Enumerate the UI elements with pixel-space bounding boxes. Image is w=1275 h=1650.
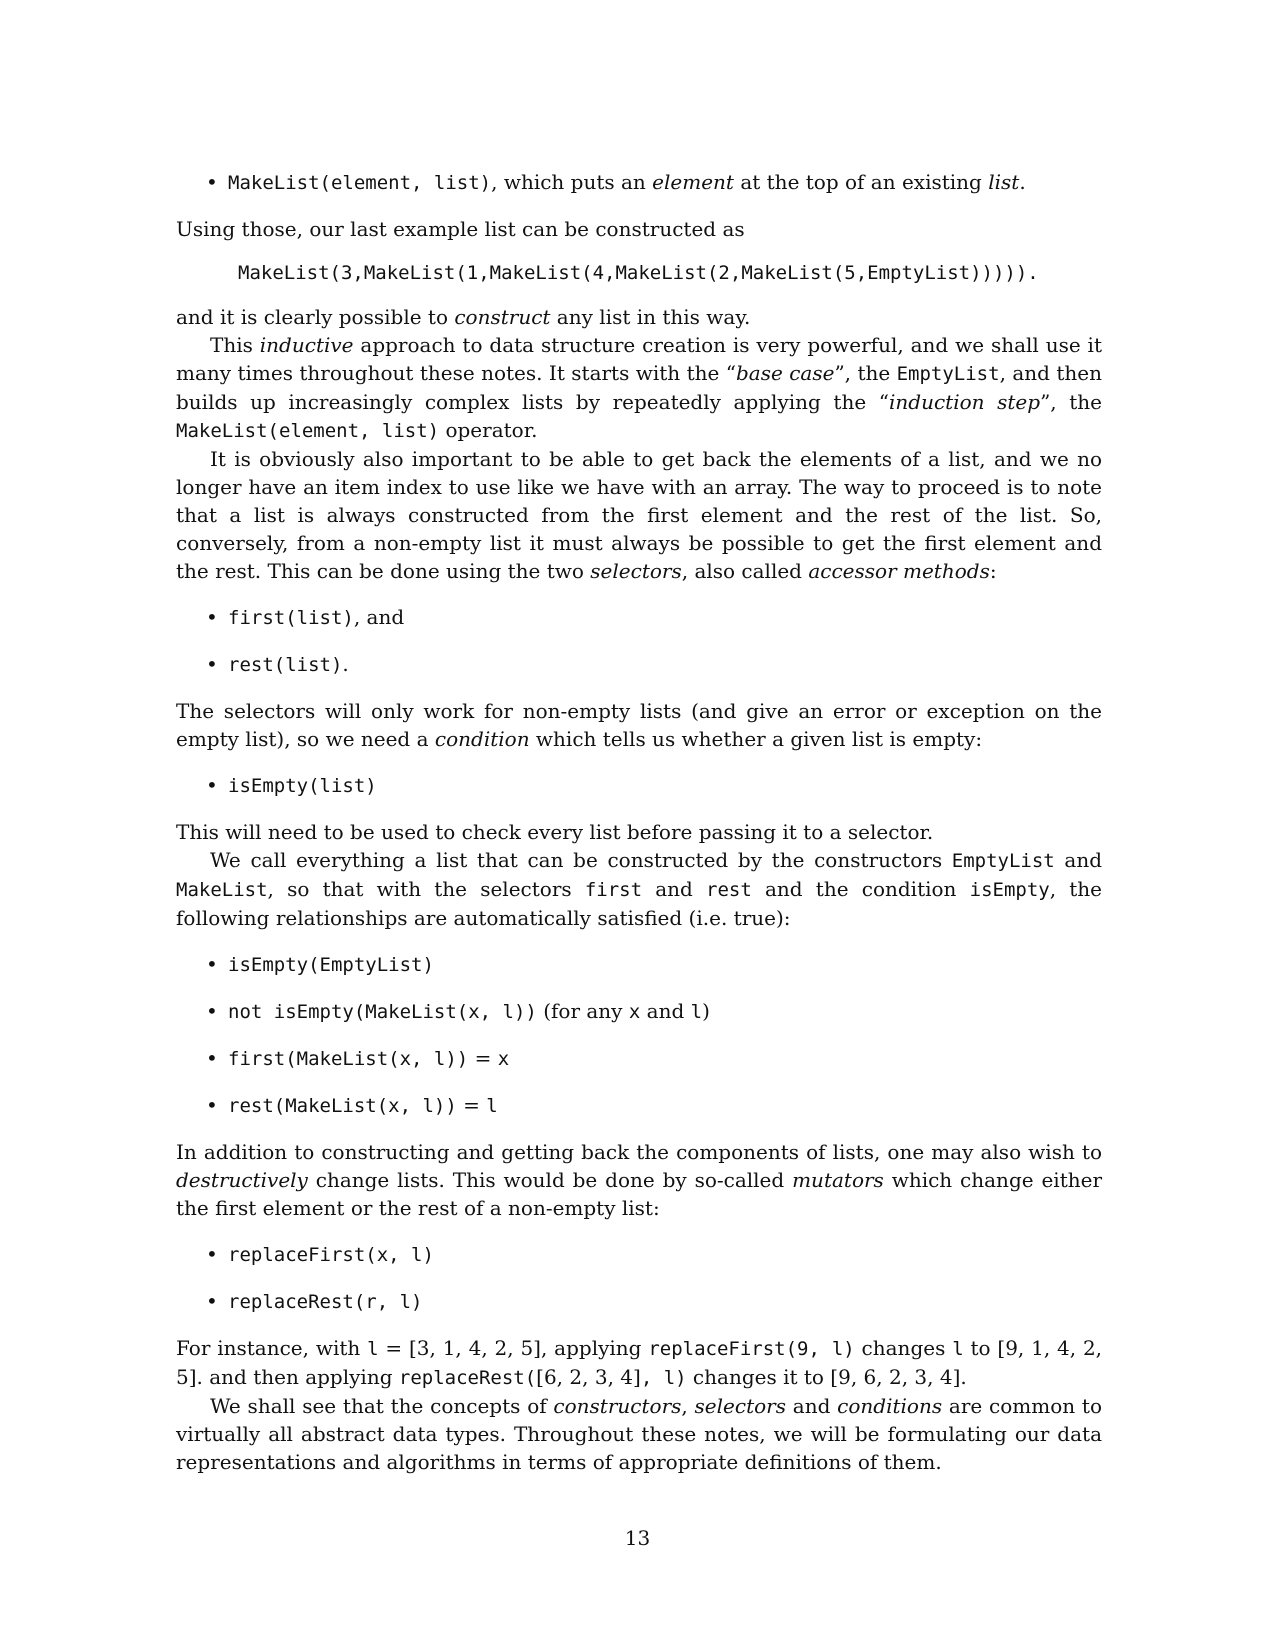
bullet-replacerest: • replaceRest(r, l) xyxy=(206,1289,423,1313)
bullet-dot: • xyxy=(206,773,218,797)
bullet-relationship-4: • rest(MakeList(x, l)) = l xyxy=(206,1093,498,1117)
paragraph-clear: and it is clearly possible to construct any list in this way. xyxy=(176,305,751,329)
paragraph-inductive: This inductive approach to data structure creation is very powerful, and we shall use it many times throughout these notes. It starts with the “base case”, the EmptyList, and then builds up increasingly complex lists by repeatedly applying the “induction step”, the MakeList(element, list) operator. xyxy=(176,333,1102,442)
paragraph-using: Using those, our last example list can be constructed as xyxy=(176,217,745,241)
paragraph-instance: For instance, with l = [3, 1, 4, 2, 5], applying replaceFirst(9, l) changes l to [9, 1, 4, 2, 5]. and then applying replaceRest([6, 2, 3, 4], l) changes it to [9, 6, 2, 3, 4]. xyxy=(176,1336,1103,1389)
paragraph-concepts: We shall see that the concepts of constructors, selectors and conditions are common to virtually all abstract data types. Throughout these notes, we will be formulating our data representations and algorithms in terms of appropriate definitions of them. xyxy=(176,1394,1102,1474)
bullet-dot: • xyxy=(206,999,218,1023)
bullet-dot: • xyxy=(206,170,218,194)
bullet-dot: • xyxy=(206,652,218,676)
paragraph-addition: In addition to constructing and getting back the components of lists, one may also wish to destructively change lists. This would be done by so-called mutators which change either the first element or the rest of a non-empty list: xyxy=(176,1140,1103,1220)
bullet-relationship-3: • first(MakeList(x, l)) = x xyxy=(206,1046,510,1070)
bullet-makelist: • MakeList(element, list), which puts an element at the top of an existing list. xyxy=(206,170,1026,194)
bullet-dot: • xyxy=(206,1289,218,1313)
bullet-rest: • rest(list). xyxy=(206,652,349,676)
code-makelist: MakeList(element, list) xyxy=(228,172,492,194)
bullet-relationship-2: • not isEmpty(MakeList(x, l)) (for any x and l) xyxy=(206,999,710,1023)
bullet-dot: • xyxy=(206,605,218,629)
display-code: MakeList(3,MakeList(1,MakeList(4,MakeList(2,MakeList(5,EmptyList))))). xyxy=(238,262,1039,284)
bullet-dot: • xyxy=(206,1046,218,1070)
bullet-isempty: • isEmpty(list) xyxy=(206,773,377,797)
bullet-dot: • xyxy=(206,1242,218,1266)
paragraph-check: This will need to be used to check every list before passing it to a selector. xyxy=(176,820,934,844)
bullet-replacefirst: • replaceFirst(x, l) xyxy=(206,1242,434,1266)
bullet-first: • first(list), and xyxy=(206,605,405,629)
paragraph-selectors: The selectors will only work for non-empty lists (and give an error or exception on the empty list), so we need a condition which tells us whether a given list is empty: xyxy=(176,699,1102,751)
paragraph-call: We call everything a list that can be constructed by the constructors EmptyList and MakeList, so that with the selectors first and rest and the condition isEmpty, the following relationships are automatically satisfied (i.e. true): xyxy=(176,848,1103,930)
bullet-dot: • xyxy=(206,952,218,976)
page-number: 13 xyxy=(624,1526,651,1550)
paragraph-obvious: It is obviously also important to be able to get back the elements of a list, and we no longer have an item index to use like we have with an array. The way to proceed is to note that a list is always constructed from the first element and the rest of the list. So, conversely, from a non-empty list it must always be possible to get the first element and the rest. This can be done using the two selectors, also called accessor methods: xyxy=(176,447,1102,583)
bullet-relationship-1: • isEmpty(EmptyList) xyxy=(206,952,434,976)
bullet-dot: • xyxy=(206,1093,218,1117)
document-page xyxy=(176,150,1102,1476)
